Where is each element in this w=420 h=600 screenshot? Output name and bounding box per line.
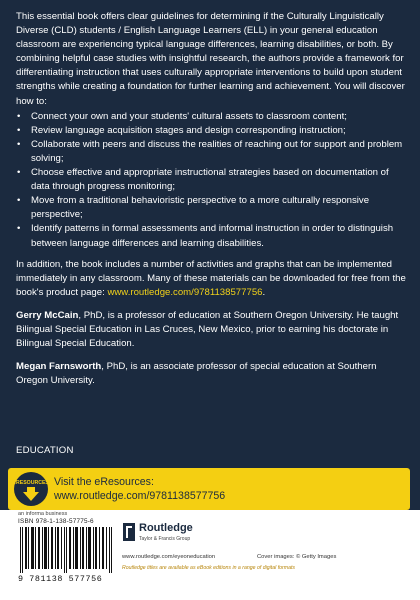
product-link[interactable]: www.routledge.com/9781138577756 — [107, 286, 263, 298]
back-cover-text — [16, 10, 408, 388]
addition-paragraph — [16, 258, 408, 300]
bullet-item: • Choose effective and appropriate instructional strategies based on documentation of data through progress monitoring; — [16, 166, 408, 194]
ebook-note: Routledge titles are available as eBook editions in a range of digital formats — [122, 565, 296, 571]
eresources-url[interactable]: www.routledge.com/9781138577756 — [54, 490, 226, 502]
isbn-label: ISBN 978-1-138-57775-6 — [18, 518, 94, 525]
publisher-url[interactable]: www.routledge.com/eyeoneducation — [122, 554, 216, 560]
footer-panel — [0, 510, 420, 600]
cover-credit: Cover images: © Getty Images — [257, 554, 337, 560]
barcode-area — [18, 518, 116, 594]
barcode-icon — [18, 527, 116, 573]
routledge-logo-icon — [122, 522, 136, 542]
publisher-name: Routledge — [139, 522, 193, 534]
author-name-1: Gerry McCain — [16, 309, 79, 321]
barcode-number: 9 781138 577756 — [18, 574, 103, 584]
product-link-suffix: . — [262, 286, 266, 298]
author-bio-1 — [16, 309, 408, 351]
addition-text: In addition, the book includes a number of activities and graphs that can be implemented immediately in any classroom. Many of these materials can be downloaded for free from the book's product page: — [16, 258, 406, 298]
author-bio-text-1: , PhD, is a professor of education at Southern Oregon University. He taught Bilingual Special Education in Las Cruces, New Mexico, prior to earning his doctorate in Bilingual Special Education. — [16, 309, 399, 350]
author-bio-text-2: , PhD, is an associate professor of special education at Southern Oregon University. — [16, 361, 377, 387]
intro-paragraph: This essential book offers clear guidelines for determining if the Culturally Linguistically Diverse (CLD) students / English Language Learners (ELL) in your general education classroom are experiencing typical language differences, learning disabilities, or both. By combining helpful case studies with insightful research, the authors provide a framework for differentiating instruction that uses culturally appropriate interventions to build upon student strengths while creating a foundation for further learning and achievement. You will discover how to: — [16, 11, 405, 107]
eresources-badge-icon — [13, 471, 49, 507]
bullet-list — [16, 110, 408, 251]
bullet-item: • Review language acquisition stages and design corresponding instruction; — [16, 124, 408, 138]
bullet-item: • Collaborate with peers and discuss the realities of reaching out for support and problem solving; — [16, 138, 408, 166]
author-name-2: Megan Farnsworth — [16, 361, 102, 373]
bullet-item: • Connect your own and your students' cultural assets to classroom content; — [16, 110, 408, 124]
subject-category: EDUCATION — [16, 445, 74, 456]
author-bio-2 — [16, 360, 408, 388]
informa-business-label: an informa business — [18, 511, 68, 517]
eresources-banner[interactable] — [8, 468, 410, 510]
eresources-text — [54, 475, 225, 503]
publisher-subtitle: Taylor & Francis Group — [139, 536, 191, 542]
eresources-line-1: Visit the eResources: — [54, 476, 154, 488]
bullet-item: • Move from a traditional behavioristic perspective to a more culturally responsive perspective; — [16, 194, 408, 222]
bullet-item: • Identify patterns in formal assessments and informal instruction in order to distinguish between language differences and learning disabilities. — [16, 222, 408, 250]
eresources-badge-label: eRESOURCES — [13, 480, 49, 486]
